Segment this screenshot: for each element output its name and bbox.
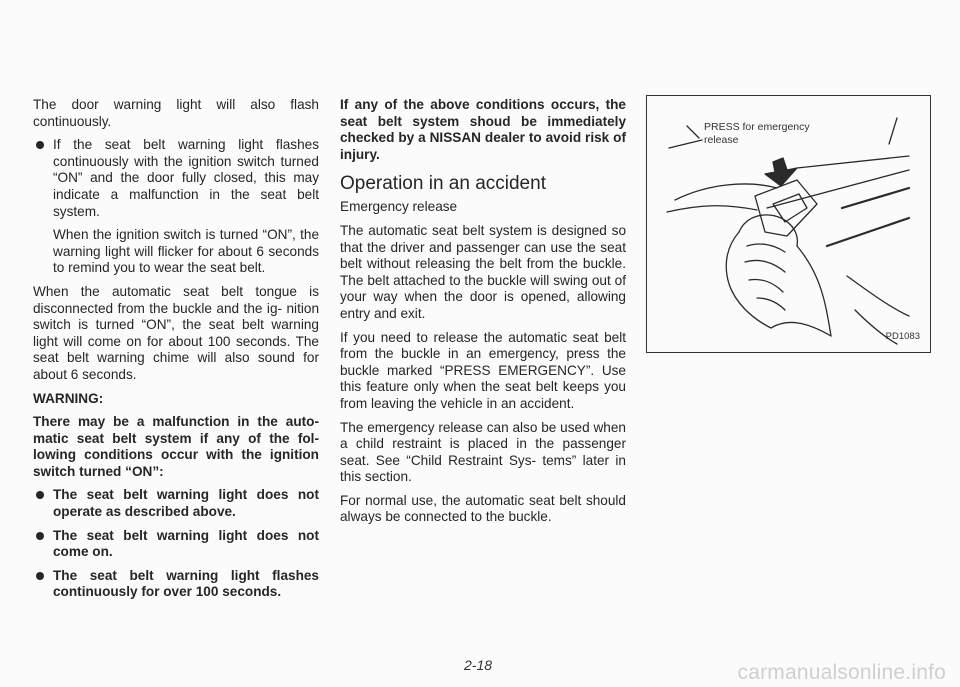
bullet-dot-icon <box>36 141 44 149</box>
watermark: carmanualsonline.info <box>737 661 946 684</box>
hand-pressing-buckle-icon <box>647 96 930 352</box>
warning-title: WARNING: <box>33 390 104 406</box>
bullet-item <box>33 137 319 220</box>
subsection-heading: Emergency release <box>340 199 458 215</box>
body-paragraph: If you need to release the automatic seat belt from the buckle in an emergency, press the buckle marked “PRESS EMERGENCY”. Use this feature only when the seat belt keeps you from leaving the vehicle in an accident. <box>340 329 626 411</box>
bullet-dot-icon <box>36 532 44 540</box>
warning-bullet <box>33 568 319 601</box>
page-number: 2-18 <box>464 657 493 673</box>
right-column <box>340 97 626 533</box>
body-paragraph: For normal use, the automatic seat belt should always be connected to the buckle. <box>340 492 626 525</box>
intro-paragraph: The door warning light will also flash continuously. <box>33 97 319 129</box>
warning-bullet <box>33 487 319 520</box>
dealer-warning-text: If any of the above conditions occurs, the seat belt system shoud be immediately checked by a NISSAN dealer to avoid risk of injury. <box>340 97 626 162</box>
body-paragraph: The automatic seat belt system is designed so that the driver and passenger can use the seat belt without releasing the belt from the buckle. The belt attached to the buckle will swing out of your way when the door is opened, allowing entry and exit. <box>340 222 626 321</box>
warning-bullet-text: The seat belt warning light flashes continuously for over 100 seconds. <box>53 567 319 600</box>
warning-bullet <box>33 528 319 561</box>
bullet-text: If the seat belt warning light flashes continuously with the ignition switch turned “ON” and the door fully closed, this may indicate a malfunction in the seat belt system. <box>53 137 319 219</box>
bullet-dot-icon <box>36 491 44 499</box>
bullet-sub-paragraph: When the ignition switch is turned “ON”, the warning light will flicker for about 6 seconds to remind you to wear the seat belt. <box>53 227 319 276</box>
warning-bullet-text: The seat belt warning light does not operate as described above. <box>53 487 319 520</box>
seat-belt-illustration <box>646 95 931 353</box>
warning-text: There may be a malfunction in the auto- matic seat belt system if any of the fol- lowing conditions occur with the ignition switch turned “ON”: <box>33 414 319 479</box>
figure-caption: PRESS for emergency <box>704 121 810 133</box>
section-heading: Operation in an accident <box>340 173 546 195</box>
body-paragraph: The emergency release can also be used when a child restraint is placed in the passenger seat. See “Child Restraint Sys- tems” later in this section. <box>340 419 626 485</box>
figure-code: PD1083 <box>885 331 920 342</box>
figure-caption: release <box>704 134 739 146</box>
left-column <box>33 97 319 608</box>
body-paragraph: When the automatic seat belt tongue is disconnected from the buckle and the ig- nition switch is turned “ON”, the seat belt warning light will come on for about 100 seconds. The seat belt warning chime will also sound for about 6 seconds. <box>33 283 319 382</box>
warning-bullet-text: The seat belt warning light does not come on. <box>53 527 319 560</box>
bullet-dot-icon <box>36 572 44 580</box>
